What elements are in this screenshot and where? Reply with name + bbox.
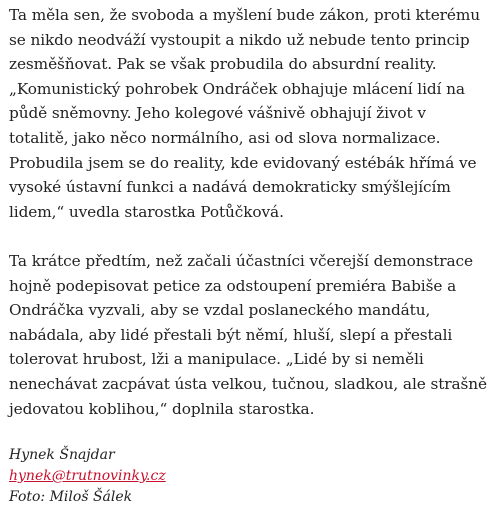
author-name: Hynek Šnajdar <box>9 447 115 464</box>
author-email-link[interactable]: hynek@trutnovinky.cz <box>9 468 166 485</box>
paragraph: Ta měla sen, že svoboda a myšlení bude zákon, proti kterému se nikdo neodváží vystoupit a nikdo už nebude tento princip zesměšňovat. Pak se však probudila do absurdní reality. „Komunistický pohrobek Ondráček obhajuje mlácení lidí na půdě sněmovny. Jeho kolegové vášnivě obhajují život v totalitě, jako něco normálního, asi od slova normalizace. Probudila jsem se do reality, kde evidovaný estébák hřímá ve vysoké ústavní funkci a nadává demokraticky smýšlejícím lidem,“ uvedla starostka Potůčková. <box>9 6 480 221</box>
byline <box>9 445 487 508</box>
article-body <box>9 3 487 508</box>
photo-credit: Foto: Miloš Šálek <box>9 489 133 506</box>
paragraph: Ta krátce předtím, než začali účastníci včerejší demonstrace hojně podepisovat petice za odstoupení premiéra Babiše a Ondráčka vyzvali, aby se vzdal poslaneckého mandátu, nabádala, aby lidé přestali být němí, hluší, slepí a přestali tolerovat hrubost, lži a manipulace. „Lidé by si neměli nenechávat zacpávat ústa velkou, tučnou, sladkou, ale strašně jedovatou koblihou,“ doplnila starostka. <box>9 251 487 418</box>
